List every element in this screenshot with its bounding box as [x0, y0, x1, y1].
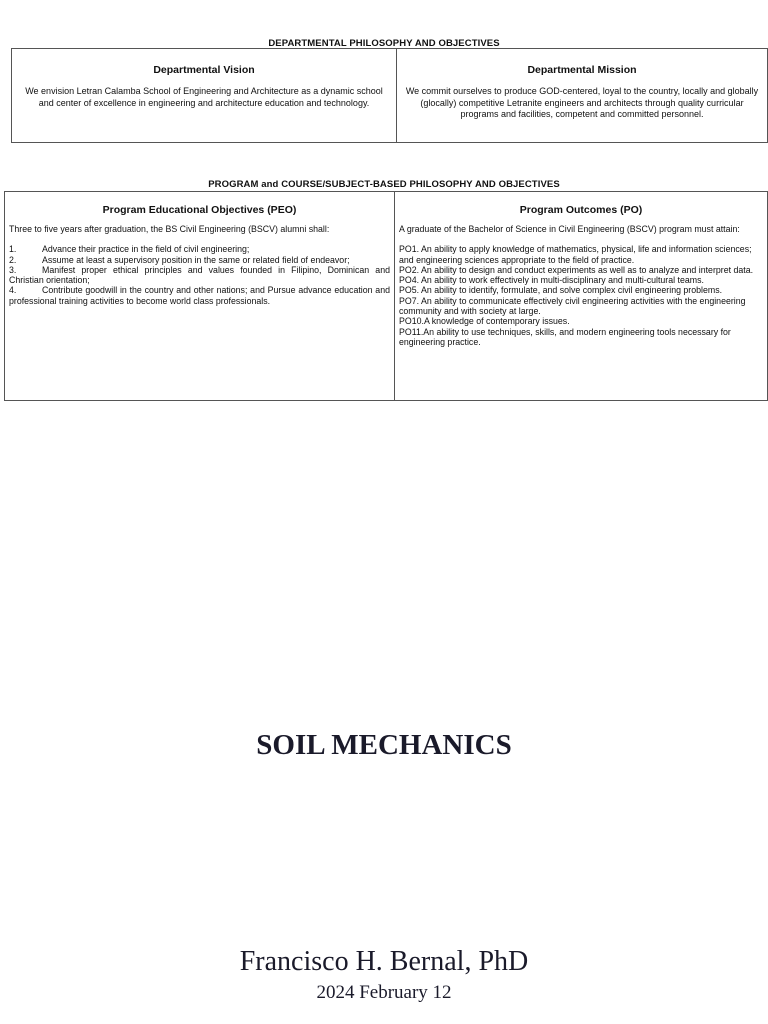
peo-item: [9, 285, 390, 306]
program-heading: PROGRAM and COURSE/SUBJECT-BASED PHILOSOPHY AND OBJECTIVES: [208, 179, 560, 190]
peo-title: Program Educational Objectives (PEO): [102, 204, 297, 216]
peo-item-text: Assume at least a supervisory position in the same or related field of endeavor;: [42, 254, 350, 265]
author-name: Francisco H. Bernal, PhD: [239, 946, 529, 977]
mission-cell: [397, 49, 768, 143]
po-item: PO4. An ability to work effectively in multi-disciplinary and multi-cultural teams.: [399, 275, 704, 286]
program-table: [4, 191, 768, 401]
peo-item-number: 1.: [9, 244, 17, 255]
po-body: [395, 224, 767, 347]
po-item: PO5. An ability to identify, formulate, and solve complex civil engineering problems.: [399, 285, 723, 296]
po-title: Program Outcomes (PO): [519, 204, 643, 216]
peo-item-number: 4.: [9, 285, 17, 296]
document-title: SOIL MECHANICS: [256, 729, 512, 761]
po-item: PO10.A knowledge of contemporary issues.: [399, 316, 570, 327]
po-item: PO11.An ability to use techniques, skills, and modern engineering tools necessary for engineering practice.: [399, 326, 731, 347]
peo-cell: [5, 192, 395, 401]
peo-intro: Three to five years after graduation, the BS Civil Engineering (BSCV) alumni shall:: [9, 224, 330, 234]
peo-item-number: 2.: [9, 254, 17, 265]
vision-cell: [12, 49, 397, 143]
po-item: PO1. An ability to apply knowledge of mathematics, physical, life and information sciences; and engineering sciences appropriate to the field of practice.: [399, 244, 752, 265]
peo-item-number: 3.: [9, 264, 17, 275]
mission-text: We commit ourselves to produce GOD-centered, loyal to the country, locally and globally (glocally) competitive Letranite engineers and architects through quality curricular programs and facilities, competent and committed personnel.: [405, 86, 759, 119]
peo-item-text: Manifest proper ethical principles and values founded in Filipino, Dominican and Christian orientation;: [9, 264, 390, 286]
peo-item: [9, 255, 390, 265]
mission-title: Departmental Mission: [527, 64, 637, 76]
peo-item: [9, 265, 390, 286]
vision-title: Departmental Vision: [153, 64, 255, 76]
peo-item-text: Contribute goodwill in the country and other nations; and Pursue advance education and professional training activities to become world class professionals.: [9, 285, 390, 306]
po-intro: A graduate of the Bachelor of Science in Civil Engineering (BSCV) program must attain:: [399, 224, 740, 234]
peo-body: [5, 224, 394, 306]
po-item: PO2. An ability to design and conduct experiments as well as to analyze and interpret data.: [399, 264, 754, 275]
document-date: 2024 February 12: [316, 982, 452, 1003]
po-item: PO7. An ability to communicate effectively civil engineering activities with the engineering community and with society at large.: [399, 295, 746, 317]
peo-item-text: Advance their practice in the field of civil engineering;: [42, 244, 250, 255]
vision-text: We envision Letran Calamba School of Engineering and Architecture as a dynamic school and center of excellence in engineering and architecture education and technology.: [25, 86, 383, 108]
peo-item: [9, 244, 390, 254]
departmental-table: [11, 48, 768, 143]
po-cell: [395, 192, 768, 401]
departmental-heading: DEPARTMENTAL PHILOSOPHY AND OBJECTIVES: [268, 38, 500, 49]
